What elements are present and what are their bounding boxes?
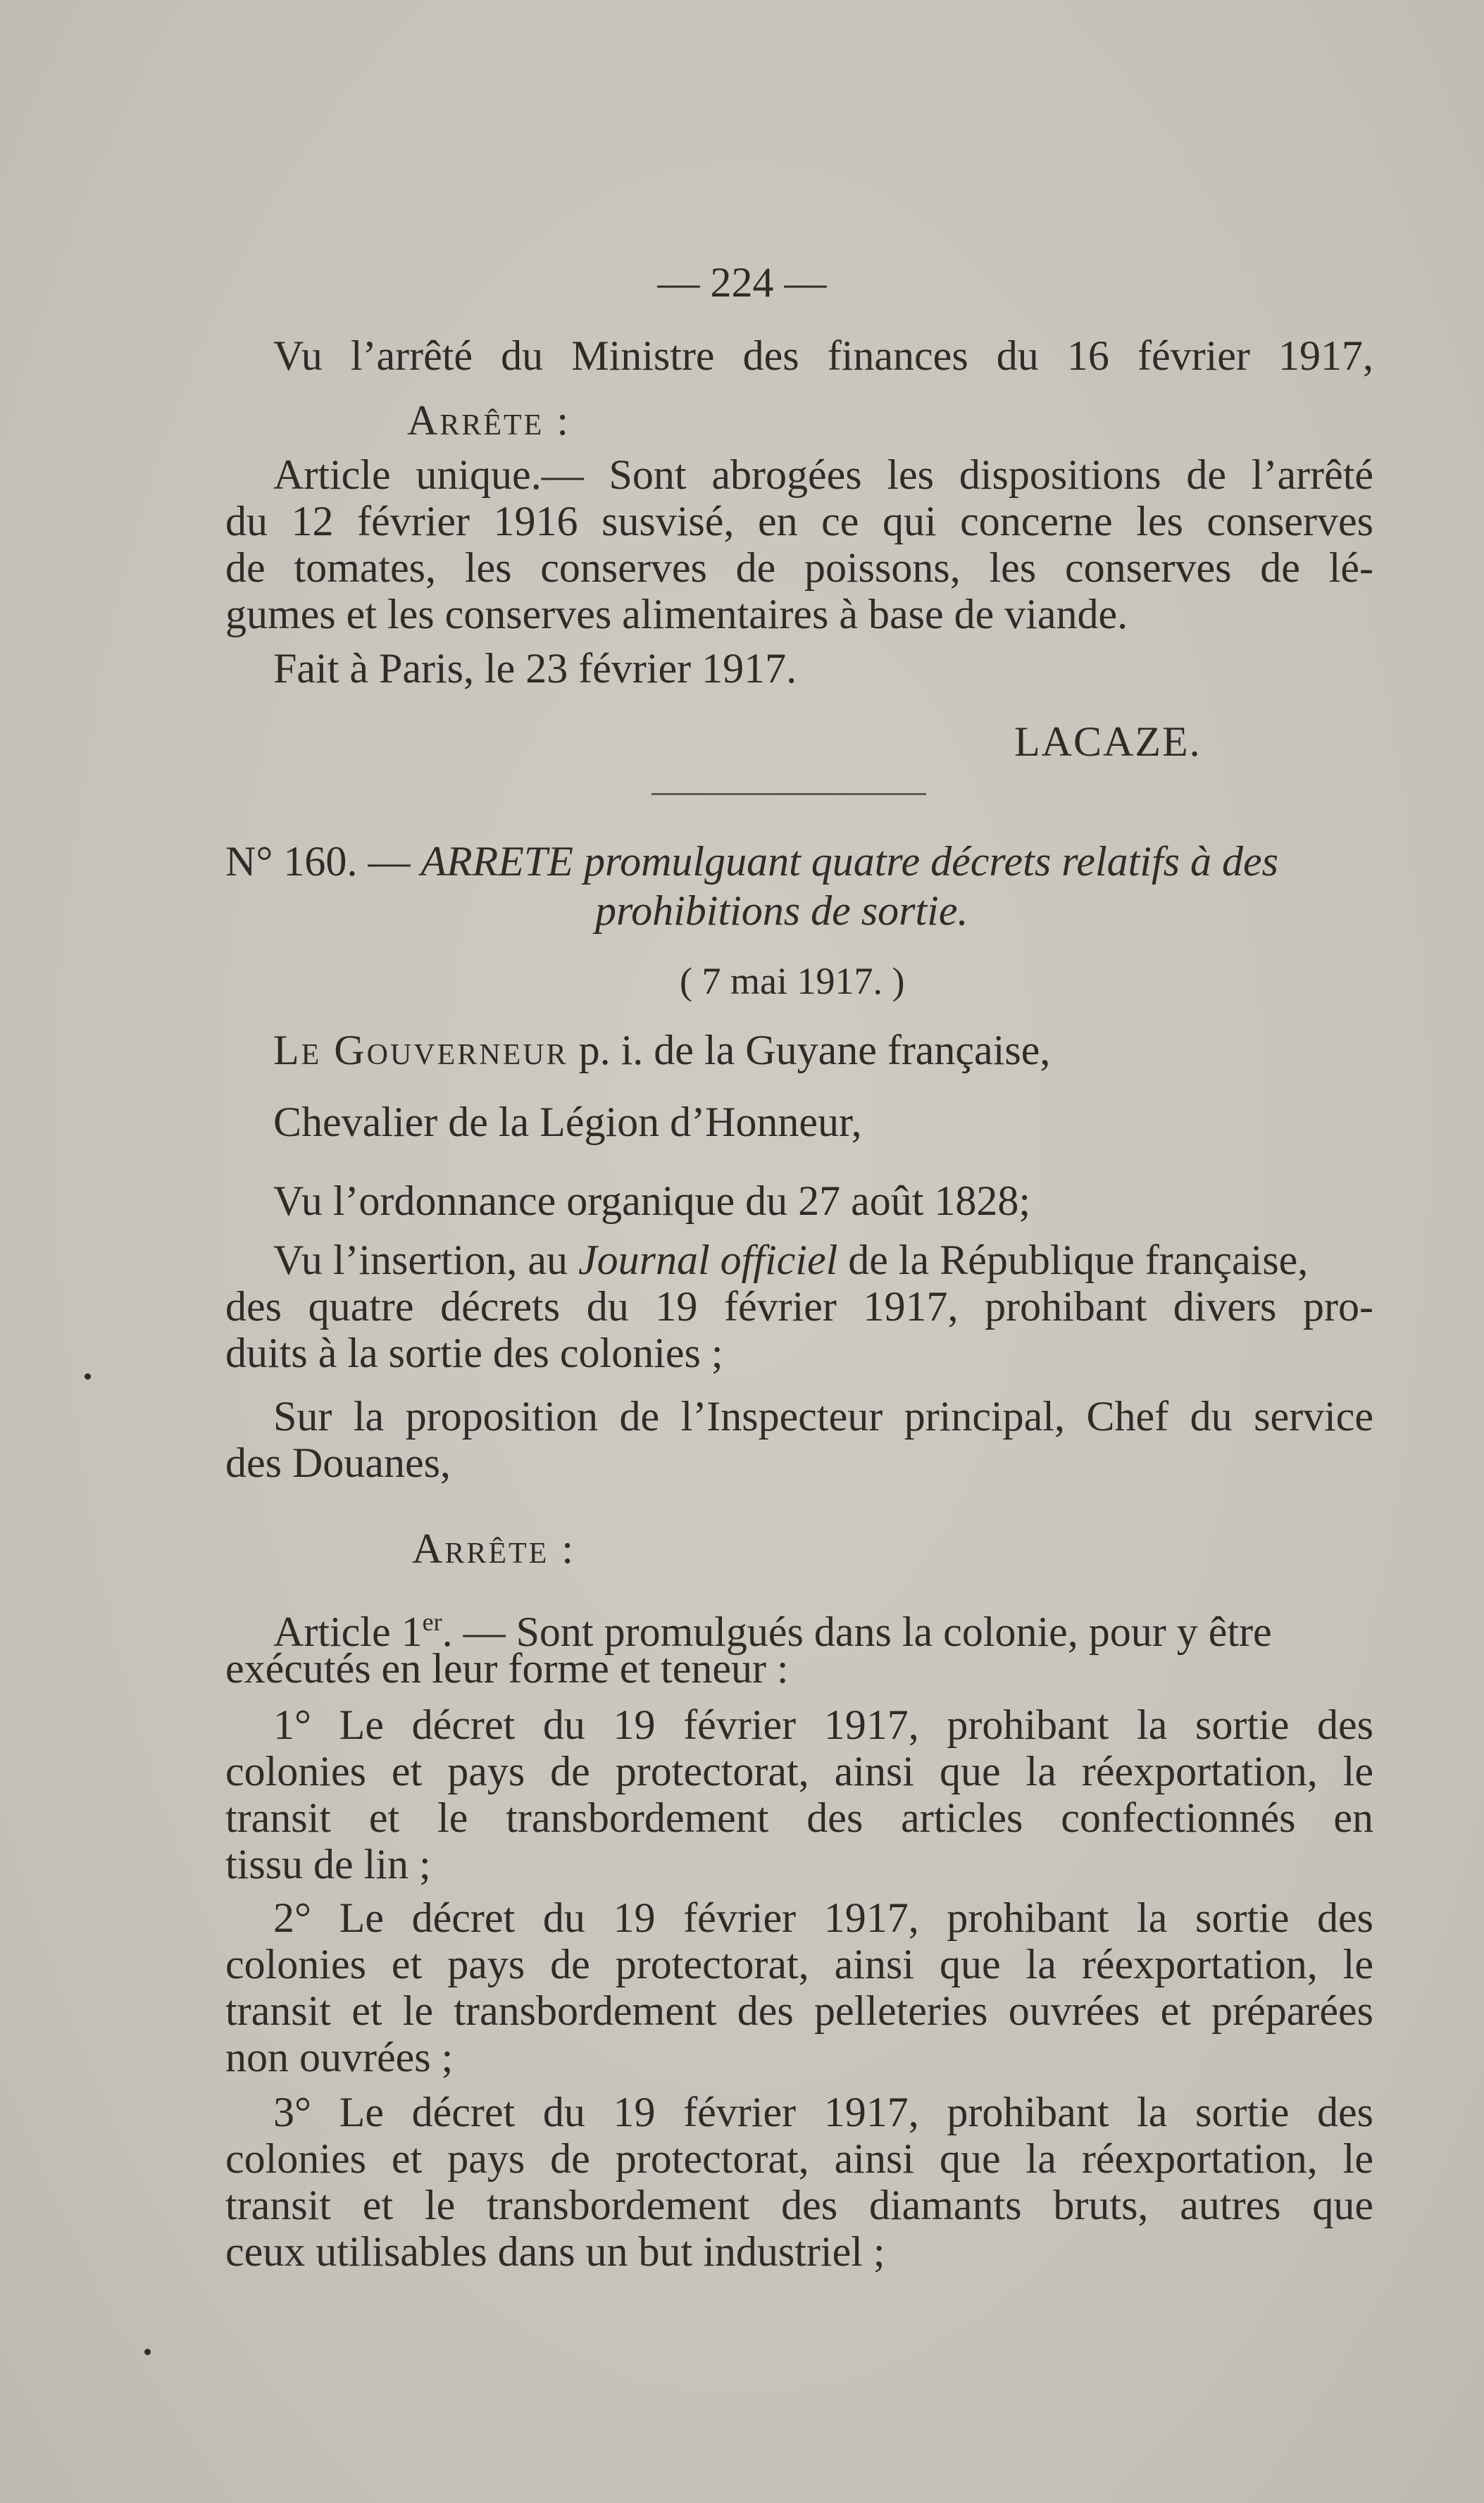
text-fragment: de la République française, [848,1237,1309,1283]
list-item: transit et le transbordement des articles confectionnés en [225,1794,1373,1841]
decree-title-text: ARRETE promulguant quatre décrets relatifs à des [420,838,1278,885]
decree-date: ( 7 mai 1917. ) [680,960,905,1002]
text-fragment: Vu l’insertion, au [273,1237,568,1283]
divider-rule [651,793,926,795]
decree-number: N° 160. — [225,838,411,885]
list-item: transit et le transbordement des pelleteries ouvrées et préparées [225,1987,1373,2034]
text-line: des quatre décrets du 19 février 1917, prohibant divers pro- [225,1283,1373,1330]
text-line [273,1237,1373,1283]
gouverneur-label: Le Gouverneur [273,1027,568,1073]
decree-title-text: prohibitions de sortie. [595,887,968,934]
text-line: Vu l’ordonnance organique du 27 août 1828; [273,1178,1031,1224]
text-fragment: Article 1 [273,1609,423,1655]
list-item: 2° Le décret du 19 février 1917, prohibant la sortie des [273,1895,1373,1941]
list-item: transit et le transbordement des diamants bruts, autres que [225,2182,1373,2228]
text-line: du 12 février 1916 susvisé, en ce qui concerne les conserves [225,498,1373,544]
superscript: er [422,1608,442,1636]
ink-speck [85,1373,91,1380]
list-item: tissu de lin ; [225,1841,431,1887]
journal-title: Journal officiel [578,1237,838,1283]
text-line: duits à la sortie des colonies ; [225,1330,723,1376]
text-line: Fait à Paris, le 23 février 1917. [273,645,797,692]
decree-title [225,838,1373,885]
list-item: 3° Le décret du 19 février 1917, prohibant la sortie des [273,2089,1373,2135]
list-item: 1° Le décret du 19 février 1917, prohibant la sortie des [273,1702,1373,1748]
list-item: non ouvrées ; [225,2034,454,2080]
text-line: Chevalier de la Légion d’Honneur, [273,1099,862,1145]
text-line: exécutés en leur forme et teneur : [225,1645,789,1692]
text-line: Vu l’arrêté du Ministre des finances du 16 février 1917, [273,332,1373,379]
text-line: Article unique.— Sont abrogées les dispositions de l’arrêté [273,451,1373,498]
text-line: de tomates, les conserves de poissons, les conserves de lé- [225,544,1373,591]
gouverneur-text: p. i. de la Guyane française, [578,1027,1051,1073]
text-fragment: . — Sont promulgués dans la colonie, pour y être [442,1609,1272,1655]
list-item: ceux utilisables dans un but industriel ; [225,2228,885,2275]
text-line: gumes et les conserves alimentaires à base de viande. [225,591,1128,637]
section-heading: Arrête : [412,1525,575,1572]
section-heading: Arrête : [407,397,570,444]
list-item: colonies et pays de protectorat, ainsi que la réexportation, le [225,1748,1373,1794]
list-item: colonies et pays de protectorat, ainsi que la réexportation, le [225,2135,1373,2182]
ink-speck [144,2349,151,2355]
signature: LACAZE. [1014,718,1202,765]
list-item: colonies et pays de protectorat, ainsi que la réexportation, le [225,1941,1373,1987]
text-line: des Douanes, [225,1440,451,1486]
text-line: Sur la proposition de l’Inspecteur principal, Chef du service [273,1393,1373,1440]
text-line [273,1027,1050,1073]
page-number: — 224 — [657,259,827,306]
